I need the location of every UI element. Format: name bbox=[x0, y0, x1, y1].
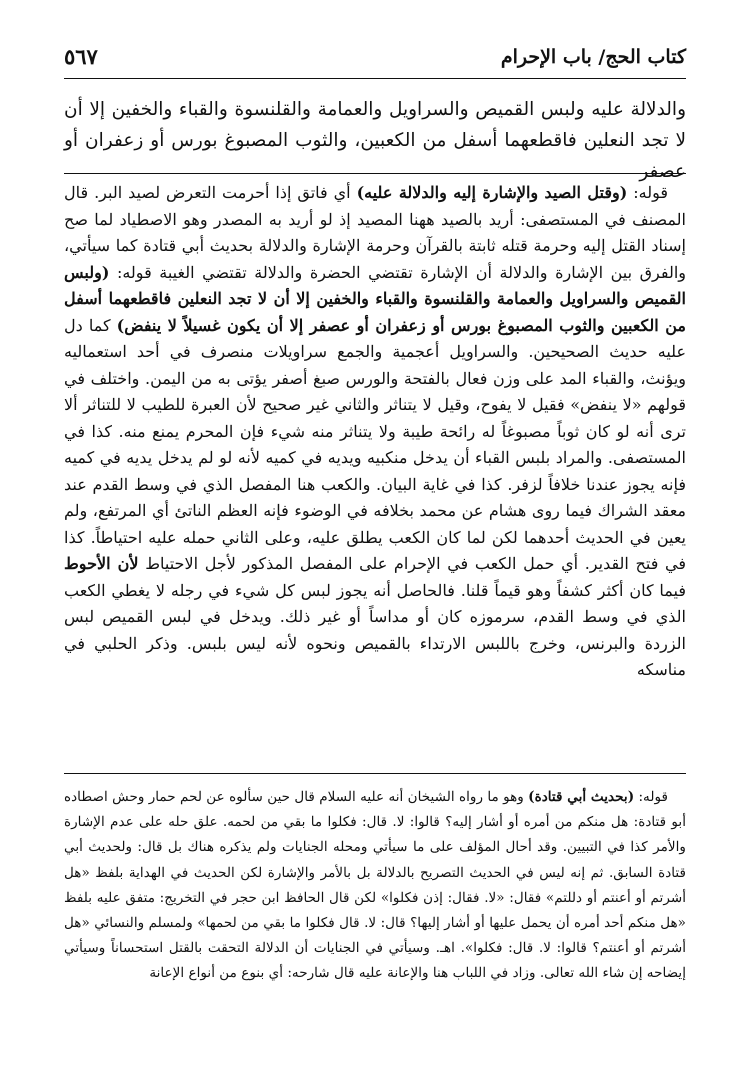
bold-quote-run: (ولبس القميص والسراويل والعمامة والقلنسوة والقباء والخفين إلا أن لا تجد النعلين فاقطعهما أسفل من الكعبين والثوب المصبوغ بورس أو زعفران أو عصفر إلا أن يكون غسيلاً لا ينفض) bbox=[64, 262, 686, 335]
commentary-separator bbox=[64, 173, 686, 174]
text-run: قوله: bbox=[627, 183, 669, 202]
main-text-paragraph: والدلالة عليه ولبس القميص والسراويل والعمامة والقلنسوة والقباء والخفين إلا أن لا تجد النعلين فاقطعهما أسفل من الكعبين، والثوب المصبوغ بورس أو زعفران أو عصفر bbox=[64, 99, 686, 182]
page-number: ٥٦٧ bbox=[64, 44, 98, 69]
running-title: كتاب الحج/ باب الإحرام bbox=[500, 46, 686, 68]
footnotes bbox=[64, 785, 686, 987]
footnote-paragraph bbox=[64, 785, 686, 987]
footnote-separator bbox=[64, 773, 686, 774]
text-run: فيما كان أكثر كشفاً وهو قيماً قلنا. فالحاصل أنه يجوز لبس كل شيء في رجله لا يغطي الكعب الذي في وسط القدم، سرموزه كان أو مداساً أو غير ذلك. ويدخل في لبس القميص لبس الزردة والبرنس، وخرج باللبس الارتداء بالقميص ونحوه لأنه ليس بلبس. وذكر الحلبي في مناسكه bbox=[64, 580, 687, 679]
text-run: قوله: bbox=[634, 789, 668, 805]
text-run: أي فاتق إذا أحرمت التعرض لصيد البر. قال المصنف في المستصفى: أريد بالصيد ههنا المصيد إذ لو أريد به المصدر وهو الاصطياد لما صح إسناد القتل إليه وحرمة قتله ثابتة بالقرآن وحرمة الإشارة والدلالة بحديث أبي قتادة كما سيأتي، والفرق بين الإشارة والدلالة أن الإشارة تقتضي الحضرة والدلالة تقتضي الغيبة قوله: bbox=[64, 183, 686, 282]
header-rule bbox=[64, 78, 686, 79]
commentary-paragraph bbox=[64, 180, 686, 684]
text-run: وهو ما رواه الشيخان أنه عليه السلام قال حين سألوه عن لحم حمار وحش اصطاده أبو قتادة: هل منكم من أمره أو أشار إليه؟ قالوا: لا. قال: فكلوا ما بقي من لحمه. علق حله على عدم الإشارة والأمر كذا في التبيين. وقد أحال المؤلف على ما سيأتي ومحله الجنايات ولم يذكره هناك بل قال: ولحديث أبي قتادة السابق. ثم إنه ليس في الحديث التصريح بالدلالة بل بالأمر والإشارة لكن الحديث في الهداية بلفظ «هل أشرتم أو أعنتم أو دللتم» فقال: «لا. فقال: إذن فكلوا» لكن قال الحافظ ابن حجر في التخريج: متفق عليه بلفظ «هل منكم أحد أمره أن يحمل عليها أو أشار إليها؟ قال: لا. قال فكلوا ما بقي من لحمها» ولمسلم والنسائي «هل أشرتم أو أعنتم؟ قالوا: لا. قال: فكلوا». اهـ. وسيأتي في الجنايات أن الدلالة التحقت بالقتل استحساناً وسيأتي إيضاحه إن شاء الله تعالى. وزاد في اللباب هنا والإعانة عليه قال شارحه: أي بنوع من أنواع الإعانة bbox=[64, 789, 686, 982]
text-run: كما دل عليه حديث الصحيحين. والسراويل أعجمية والجمع سراويلات منصرف في أحد استعماليه ويؤنث، والقباء المد على وزن فعال بالفتحة والورس صبغ أصفر يؤتى به من اليمن. واختلف في قولهم «لا ينفض» فقيل لا يفوح، وقيل لا يتناثر والثاني غير صحيح لأن العبرة للطيب لا للتناثر ألا ترى أنه لو كان ثوباً مصبوغاً له رائحة طيبة ولا يتناثر منه شيء فإن المحرم يمنع منه. كذا في المستصفى. والمراد بلبس القباء أن يدخل منكبيه ويديه في كميه لأنه لو لم يدخل يديه في كميه فإنه يجوز عندنا خلافاً لزفر. كذا في غاية البيان. والكعب هنا المفصل الذي في وسط القدم عند معقد الشراك فيما روى هشام عن محمد بخلافه في الوضوء فإنه العظم الناتئ أي المرتفع، ولم يعين في الحديث أحدهما لكن لما كان الكعب يطلق عليه، وعلى الثاني حمله عليه احتياطاً. كذا في فتح القدير. أي حمل الكعب في الإحرام على المفصل المذكور لأجل الاحتياط bbox=[64, 315, 687, 573]
commentary bbox=[64, 180, 686, 684]
bold-quote-run: (بحديث أبي قتادة) bbox=[528, 789, 635, 805]
page-header bbox=[64, 42, 686, 76]
bold-quote-run: (وقتل الصيد والإشارة إليه والدلالة عليه) bbox=[356, 183, 628, 202]
bold-quote-run: لأن الأحوط bbox=[64, 554, 139, 573]
